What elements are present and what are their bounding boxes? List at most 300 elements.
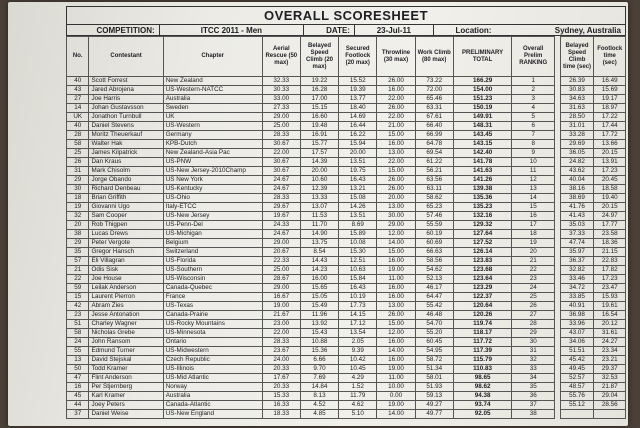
cell-belayed: 15.65: [300, 284, 338, 293]
cell-rank: 7: [512, 131, 555, 140]
table-row: [67, 248, 626, 257]
cell-aerial: 29.67: [262, 203, 300, 212]
table-row: [67, 356, 626, 365]
cell-footlock: 16.43: [339, 176, 377, 185]
cell-aerial: 30.67: [262, 140, 300, 149]
cell-throwline: 16.00: [377, 140, 415, 149]
cell-belayed: 8.54: [300, 248, 338, 257]
cell-belayed: 14.43: [300, 257, 338, 266]
cell-rank: 28: [512, 320, 555, 329]
table-row: [67, 230, 626, 239]
cell-chapter: Canada-Quebec: [163, 284, 262, 293]
cell-throwline: 29.00: [377, 221, 415, 230]
table-row: [67, 329, 626, 338]
cell-chapter: US-Michigan: [163, 230, 262, 239]
cell-work: 49.77: [415, 410, 453, 419]
cell-belayed: 17.57: [300, 149, 338, 158]
cell-aerial: 23.67: [262, 347, 300, 356]
cell-footlock-time: 18.58: [594, 185, 626, 194]
cell-contestant: Todd Kramer: [89, 365, 163, 374]
table-row: [67, 275, 626, 284]
table-row: [67, 257, 626, 266]
cell-belayed: 16.00: [300, 275, 338, 284]
cell-no: 28: [67, 131, 89, 140]
cell-footlock: 13.51: [339, 158, 377, 167]
cell-aerial: 20.67: [262, 248, 300, 257]
cell-footlock-time: 22.83: [594, 257, 626, 266]
cell-belayed-time: 32.82: [560, 266, 594, 275]
cell-footlock-time: 28.56: [594, 401, 626, 410]
cell-belayed: 14.39: [300, 158, 338, 167]
cell-aerial: 20.33: [262, 365, 300, 374]
cell-no: 19: [67, 203, 89, 212]
cell-belayed-time: 55.12: [560, 401, 594, 410]
cell-footlock-time: 24.97: [594, 212, 626, 221]
cell-footlock-time: 17.22: [594, 113, 626, 122]
cell-work: 63.11: [415, 185, 453, 194]
cell-rank: 1: [512, 77, 555, 86]
cell-total: 148.31: [453, 122, 511, 131]
cell-total: 143.45: [453, 131, 511, 140]
col-header-no: No.: [67, 37, 89, 77]
cell-throwline: 16.00: [377, 257, 415, 266]
cell-chapter: US-Penn-Del: [163, 221, 262, 230]
cell-contestant: Jorge Obando: [89, 176, 163, 185]
cell-aerial: 22.00: [262, 329, 300, 338]
cell-rank: 20: [512, 248, 555, 257]
cell-total: 110.83: [453, 365, 511, 374]
cell-footlock-time: 17.23: [594, 167, 626, 176]
cell-footlock: 16.44: [339, 122, 377, 131]
cell-total: 119.74: [453, 320, 511, 329]
cell-work: 60.19: [415, 230, 453, 239]
cell-belayed-time: 24.82: [560, 158, 594, 167]
cell-belayed-time: 47.74: [560, 239, 594, 248]
cell-footlock: 10.45: [339, 365, 377, 374]
cell-rank: 27: [512, 311, 555, 320]
cell-work: 60.45: [415, 338, 453, 347]
cell-chapter: Canada-Prairie: [163, 311, 262, 320]
cell-total: 129.32: [453, 221, 511, 230]
cell-footlock: 8.69: [339, 221, 377, 230]
col-header-work: Work Climb (80 max): [415, 37, 453, 77]
cell-rank: 17: [512, 221, 555, 230]
cell-no: 29: [67, 239, 89, 248]
cell-rank: 38: [512, 410, 555, 419]
cell-total: 117.72: [453, 338, 511, 347]
table-row: [67, 167, 626, 176]
cell-footlock: 13.54: [339, 329, 377, 338]
cell-chapter: Germany: [163, 131, 262, 140]
table-row: [67, 221, 626, 230]
cell-contestant: Brian Griffith: [89, 194, 163, 203]
cell-aerial: 27.33: [262, 104, 300, 113]
cell-no: 40: [67, 122, 89, 131]
cell-rank: 9: [512, 149, 555, 158]
cell-belayed: 13.33: [300, 194, 338, 203]
cell-chapter: US-Western: [163, 122, 262, 131]
table-row: [67, 401, 626, 410]
table-row: [67, 86, 626, 95]
cell-no: 58: [67, 140, 89, 149]
cell-total: 132.16: [453, 212, 511, 221]
cell-contestant: Richard Denbeau: [89, 185, 163, 194]
col-header-aerial: Aerial Rescue (50 max): [262, 37, 300, 77]
date-value: 23-Jul-11: [354, 25, 434, 35]
cell-total: 117.39: [453, 347, 511, 356]
cell-total: 120.26: [453, 311, 511, 320]
cell-rank: 6: [512, 122, 555, 131]
cell-contestant: Mark Chisolm: [89, 167, 163, 176]
cell-chapter: Switzerland: [163, 248, 262, 257]
cell-contestant: Laurent Pierron: [89, 293, 163, 302]
col-header-footlock: Secured Footlock (20 max): [339, 37, 377, 77]
cell-no: 59: [67, 284, 89, 293]
cell-footlock-time: 19.17: [594, 95, 626, 104]
cell-belayed: 10.60: [300, 176, 338, 185]
cell-rank: 22: [512, 266, 555, 275]
cell-contestant: James Kilpatrick: [89, 149, 163, 158]
cell-belayed: 13.75: [300, 239, 338, 248]
cell-work: 55.42: [415, 302, 453, 311]
cell-footlock: 4.29: [339, 374, 377, 383]
cell-contestant: Odis Sisk: [89, 266, 163, 275]
cell-belayed: 11.70: [300, 221, 338, 230]
cell-chapter: KPB-Dutch: [163, 140, 262, 149]
cell-footlock: 15.89: [339, 230, 377, 239]
cell-no: 24: [67, 338, 89, 347]
cell-no: 32: [67, 212, 89, 221]
cell-chapter: US-Kentucky: [163, 185, 262, 194]
cell-aerial: 33.00: [262, 95, 300, 104]
cell-footlock-time: 31.61: [594, 329, 626, 338]
cell-throwline: 16.00: [377, 356, 415, 365]
cell-contestant: Per Stjernberg: [89, 383, 163, 392]
cell-aerial: 22.00: [262, 149, 300, 158]
cell-throwline: 26.00: [377, 77, 415, 86]
cell-aerial: 32.33: [262, 77, 300, 86]
cell-total: 127.64: [453, 230, 511, 239]
cell-belayed: 13.07: [300, 203, 338, 212]
cell-belayed-time: 48.57: [560, 383, 594, 392]
cell-chapter: US-Texas: [163, 302, 262, 311]
cell-chapter: US-New England: [163, 410, 262, 419]
cell-work: 65.23: [415, 203, 453, 212]
cell-total: 92.05: [453, 410, 511, 419]
cell-total: 120.64: [453, 302, 511, 311]
cell-throwline: 26.00: [377, 185, 415, 194]
cell-belayed-time: [560, 410, 594, 419]
cell-footlock: 12.51: [339, 257, 377, 266]
cell-no: 51: [67, 320, 89, 329]
cell-throwline: 22.00: [377, 113, 415, 122]
cell-throwline: 13.00: [377, 203, 415, 212]
cell-aerial: 19.67: [262, 212, 300, 221]
cell-no: 15: [67, 293, 89, 302]
cell-throwline: 15.00: [377, 248, 415, 257]
cell-work: 49.27: [415, 401, 453, 410]
cell-belayed-time: 38.16: [560, 185, 594, 194]
cell-rank: 3: [512, 95, 555, 104]
cell-no: 31: [67, 167, 89, 176]
cell-throwline: 14.00: [377, 347, 415, 356]
cell-footlock-time: 19.61: [594, 302, 626, 311]
cell-total: 115.79: [453, 356, 511, 365]
cell-throwline: 15.00: [377, 131, 415, 140]
table-row: [67, 284, 626, 293]
cell-throwline: 19.00: [377, 266, 415, 275]
cell-work: 67.61: [415, 113, 453, 122]
cell-belayed-time: 34.63: [560, 95, 594, 104]
cell-aerial: 28.33: [262, 131, 300, 140]
cell-contestant: Jesse Antonation: [89, 311, 163, 320]
cell-chapter: Italy-ETCC: [163, 203, 262, 212]
cell-work: 56.21: [415, 167, 453, 176]
cell-footlock-time: 32.53: [594, 374, 626, 383]
cell-footlock-time: 21.15: [594, 248, 626, 257]
cell-footlock: 15.94: [339, 140, 377, 149]
cell-no: 50: [67, 365, 89, 374]
col-header-belayed-time: Belayed Speed Climb time (sec): [560, 37, 594, 77]
cell-total: 135.36: [453, 194, 511, 203]
cell-footlock: 15.84: [339, 275, 377, 284]
cell-no: 21: [67, 266, 89, 275]
cell-footlock-time: 17.44: [594, 122, 626, 131]
cell-belayed-time: 33.96: [560, 320, 594, 329]
cell-chapter: US-Wisconsin: [163, 275, 262, 284]
table-row: [67, 338, 626, 347]
cell-throwline: 21.00: [377, 122, 415, 131]
cell-rank: 13: [512, 185, 555, 194]
table-row: [67, 374, 626, 383]
cell-footlock: 13.51: [339, 212, 377, 221]
cell-no: 27: [67, 95, 89, 104]
cell-contestant: Leilak Anderson: [89, 284, 163, 293]
table-row: [67, 176, 626, 185]
cell-throwline: 12.00: [377, 329, 415, 338]
cell-belayed: 11.96: [300, 311, 338, 320]
cell-chapter: US-Florida: [163, 257, 262, 266]
cell-throwline: 26.00: [377, 104, 415, 113]
table-row: [67, 131, 626, 140]
cell-no: 44: [67, 401, 89, 410]
cell-contestant: David Stejskal: [89, 356, 163, 365]
cell-total: 150.19: [453, 104, 511, 113]
cell-footlock-time: 23.47: [594, 284, 626, 293]
cell-work: 51.34: [415, 365, 453, 374]
cell-work: 55.59: [415, 221, 453, 230]
cell-no: 23: [67, 311, 89, 320]
cell-aerial: 28.33: [262, 338, 300, 347]
cell-belayed-time: 43.62: [560, 167, 594, 176]
cell-belayed: 20.00: [300, 167, 338, 176]
cell-no: 14: [67, 104, 89, 113]
cell-footlock: 16.22: [339, 131, 377, 140]
cell-chapter: US-New Jersey-2010Champ: [163, 167, 262, 176]
cell-work: 54.95: [415, 347, 453, 356]
cell-belayed: 16.60: [300, 113, 338, 122]
cell-footlock: 14.26: [339, 203, 377, 212]
cell-belayed-time: 37.33: [560, 230, 594, 239]
cell-footlock-time: 17.72: [594, 131, 626, 140]
cell-throwline: 12.00: [377, 230, 415, 239]
cell-throwline: 22.00: [377, 158, 415, 167]
cell-contestant: Walter Hak: [89, 140, 163, 149]
table-row: [67, 293, 626, 302]
cell-belayed-time: 35.03: [560, 221, 594, 230]
cell-no: 30: [67, 185, 89, 194]
cell-chapter: US-Western-NATCC: [163, 86, 262, 95]
cell-no: 55: [67, 347, 89, 356]
cell-no: 29: [67, 176, 89, 185]
cell-footlock: 10.42: [339, 356, 377, 365]
competition-value: ITCC 2011 - Men: [159, 25, 304, 35]
cell-footlock: 5.10: [339, 410, 377, 419]
cell-work: 65.46: [415, 95, 453, 104]
cell-chapter: UK: [163, 113, 262, 122]
cell-no: 25: [67, 149, 89, 158]
cell-belayed: 4.52: [300, 401, 338, 410]
cell-footlock-time: 19.40: [594, 194, 626, 203]
sheet-title: OVERALL SCORESHEET: [66, 6, 626, 24]
cell-total: 93.74: [453, 401, 511, 410]
col-header-chapter: Chapter: [163, 37, 262, 77]
cell-chapter: Belgium: [163, 239, 262, 248]
cell-work: 52.13: [415, 275, 453, 284]
cell-contestant: Johan Gustavsson: [89, 104, 163, 113]
cell-chapter: US-Ohio: [163, 194, 262, 203]
cell-work: 72.00: [415, 86, 453, 95]
cell-footlock: 1.52: [339, 383, 377, 392]
cell-footlock-time: 15.93: [594, 293, 626, 302]
cell-footlock: 17.73: [339, 302, 377, 311]
cell-belayed-time: 36.05: [560, 149, 594, 158]
cell-work: 64.47: [415, 293, 453, 302]
cell-belayed: 15.77: [300, 140, 338, 149]
cell-footlock-time: 17.82: [594, 266, 626, 275]
table-row: [67, 410, 626, 419]
table-row: [67, 149, 626, 158]
cell-throwline: 15.00: [377, 320, 415, 329]
cell-total: 141.78: [453, 158, 511, 167]
cell-belayed: 14.90: [300, 230, 338, 239]
cell-chapter: Czech Republic: [163, 356, 262, 365]
cell-footlock-time: 29.04: [594, 392, 626, 401]
cell-contestant: Dan Kraus: [89, 158, 163, 167]
cell-belayed: 15.49: [300, 302, 338, 311]
cell-chapter: US-Midwestern: [163, 347, 262, 356]
table-row: [67, 311, 626, 320]
cell-total: 123.64: [453, 275, 511, 284]
cell-rank: 23: [512, 275, 555, 284]
cell-aerial: 24.67: [262, 185, 300, 194]
cell-total: 143.15: [453, 140, 511, 149]
cell-belayed: 9.70: [300, 365, 338, 374]
cell-throwline: 22.00: [377, 95, 415, 104]
cell-no: 18: [67, 194, 89, 203]
table-row: [67, 95, 626, 104]
cell-contestant: Giovanni Ugo: [89, 203, 163, 212]
cell-belayed: 19.22: [300, 77, 338, 86]
cell-aerial: 16.67: [262, 293, 300, 302]
cell-belayed-time: 52.57: [560, 374, 594, 383]
cell-footlock: 10.19: [339, 293, 377, 302]
cell-total: 122.37: [453, 293, 511, 302]
cell-no: 37: [67, 410, 89, 419]
cell-belayed: 4.85: [300, 410, 338, 419]
cell-rank: 12: [512, 176, 555, 185]
cell-total: 123.29: [453, 284, 511, 293]
cell-belayed: 16.91: [300, 131, 338, 140]
cell-chapter: US-Minnesota: [163, 329, 262, 338]
cell-belayed: 15.15: [300, 104, 338, 113]
cell-chapter: Australia: [163, 95, 262, 104]
cell-footlock-time: 17.23: [594, 275, 626, 284]
cell-work: 66.63: [415, 248, 453, 257]
cell-footlock-time: 23.34: [594, 347, 626, 356]
cell-throwline: 30.00: [377, 212, 415, 221]
cell-contestant: Eli Villagran: [89, 257, 163, 266]
cell-throwline: 11.00: [377, 374, 415, 383]
cell-no: 38: [67, 230, 89, 239]
cell-total: 142.40: [453, 149, 511, 158]
cell-footlock: 17.12: [339, 320, 377, 329]
cell-footlock: 15.08: [339, 194, 377, 203]
cell-contestant: Edmund Turner: [89, 347, 163, 356]
cell-throwline: 14.00: [377, 410, 415, 419]
table-row: [67, 239, 626, 248]
cell-rank: 34: [512, 374, 555, 383]
scoresheet-paper: [8, 2, 628, 426]
cell-belayed: 6.66: [300, 356, 338, 365]
cell-throwline: 16.00: [377, 284, 415, 293]
cell-chapter: US-Southern: [163, 266, 262, 275]
cell-total: 98.62: [453, 383, 511, 392]
cell-rank: 32: [512, 356, 555, 365]
cell-footlock-time: 18.36: [594, 239, 626, 248]
cell-throwline: 10.00: [377, 383, 415, 392]
cell-rank: 14: [512, 194, 555, 203]
cell-contestant: Daniel Weise: [89, 410, 163, 419]
cell-rank: 29: [512, 329, 555, 338]
cell-footlock: 16.43: [339, 284, 377, 293]
cell-work: 60.69: [415, 239, 453, 248]
cell-belayed: 14.23: [300, 266, 338, 275]
cell-total: 141.63: [453, 167, 511, 176]
cell-aerial: 30.67: [262, 167, 300, 176]
cell-belayed-time: 34.06: [560, 338, 594, 347]
cell-contestant: Nicholas Grebe: [89, 329, 163, 338]
cell-contestant: Joe House: [89, 275, 163, 284]
table-row: [67, 392, 626, 401]
cell-footlock: 20.00: [339, 149, 377, 158]
table-row: [67, 158, 626, 167]
table-row: [67, 113, 626, 122]
cell-total: 118.17: [453, 329, 511, 338]
cell-footlock-time: 29.37: [594, 365, 626, 374]
cell-rank: 24: [512, 284, 555, 293]
cell-rank: 11: [512, 167, 555, 176]
cell-throwline: 26.00: [377, 311, 415, 320]
cell-belayed: 14.84: [300, 383, 338, 392]
cell-belayed: 15.43: [300, 329, 338, 338]
cell-belayed-time: 33.46: [560, 275, 594, 284]
cell-contestant: Charley Wagner: [89, 320, 163, 329]
cell-no: 58: [67, 329, 89, 338]
cell-belayed: 7.69: [300, 374, 338, 383]
cell-footlock-time: 20.15: [594, 149, 626, 158]
cell-work: 54.62: [415, 266, 453, 275]
